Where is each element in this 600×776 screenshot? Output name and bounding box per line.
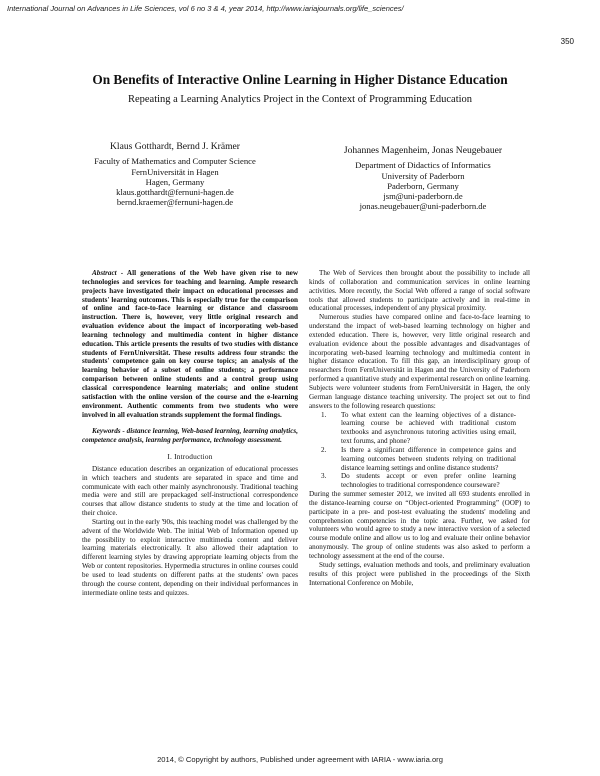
abstract xyxy=(82,269,298,419)
author-names: Klaus Gotthardt, Bernd J. Krämer xyxy=(109,141,241,152)
research-questions-list xyxy=(309,411,530,491)
affiliation-line: Department of Didactics of Informatics xyxy=(355,160,491,171)
left-column xyxy=(82,269,298,598)
list-item-text: Do students accept or even prefer online learning technologies to traditional correspondence courseware? xyxy=(341,472,516,490)
author-names: Johannes Magenheim, Jonas Neugebauer xyxy=(343,145,503,156)
keywords-label: Keywords xyxy=(92,427,121,436)
abstract-label: Abstract xyxy=(92,269,117,277)
body-paragraph: Starting out in the early '90s, this teaching model was challenged by the advent of the Worldwide Web. The initial Web of Information opened up the possibility to exploit interactive multimedia content and deliver learning materials electronically. It also allowed their adaptation to different learning styles by drawing appropriate learning objects from the Web or content repositories. Hypermedia structures in online courses could be used to lead students on different paths at the students' own paces through the course content, depending on their individual performances in intermediate online tests and quizzes. xyxy=(82,517,298,597)
copyright-footer: 2014, © Copyright by authors, Published under agreement with IARIA - www.iaria.org xyxy=(157,755,443,764)
affiliation-line: FernUniversität in Hagen xyxy=(131,166,219,177)
list-number: 3. xyxy=(321,472,327,481)
running-head: International Journal on Advances in Life Sciences, vol 6 no 3 & 4, year 2014, http://www.iariajournals.org/life_sciences/ xyxy=(7,4,404,13)
email-line: jonas.neugebauer@uni-paderborn.de xyxy=(359,201,487,212)
paper-title: On Benefits of Interactive Online Learning in Higher Distance Education xyxy=(92,72,508,87)
body-paragraph: Numerous studies have compared online and face-to-face learning to understand the impact of web-based learning technology on higher and extended education. There is, however, very little original research and evaluation evidence about the possible advantages and disadvantages of incorporating web-based learning technology and multimedia content in higher distance education. To fill this gap, an interdisciplinary group of researchers from FernUniversität in Hagen and the University of Paderborn performed a quantitative study and experimental research on online learning. Subjects were volunteer students from FernUniversität in Hagen, the only German language distance teaching university. The project set out to find answers to the following research questions: xyxy=(309,313,530,410)
email-line: jsm@uni-paderborn.de xyxy=(383,191,463,202)
section-heading: I. Introduction xyxy=(167,452,213,462)
paper-subtitle: Repeating a Learning Analytics Project in the Context of Programming Education xyxy=(127,94,473,105)
affiliation-line: Hagen, Germany xyxy=(145,176,205,187)
body-paragraph: Study settings, evaluation methods and tools, and preliminary evaluation results of this project were published in the proceedings of the Sixth International Conference on Mobile, xyxy=(309,560,530,587)
body-paragraph: During the summer semester 2012, we invited all 693 students enrolled in the distance-learning course on “Object-oriented Programming” (OOP) to participate in a pre- and post-test evaluating the students' modeling and comprehension competencies in the topic area. Further, we asked for volunteers who would agree to study a new interactive version of a selected course module online and allow us to log and evaluate their online behavior anonymously. The group of online students was also asked to perform a technology assessment at the end of the course. xyxy=(309,490,530,560)
list-number: 1. xyxy=(321,410,327,419)
affiliation-line: University of Paderborn xyxy=(381,170,465,181)
email-line: klaus.gotthardt@fernuni-hagen.de xyxy=(116,187,234,198)
list-item xyxy=(309,411,530,446)
list-item-text: To what extent can the learning objectives of a distance-learning course be achieved with traditional custom textbooks and asynchronous tutoring activities using email, text forums, and phone? xyxy=(341,410,516,446)
body-paragraph: The Web of Services then brought about the possibility to include all kinds of collaboration and communication services in online learning activities. More recently, the Social Web offered a range of social software tools that allowed students to participate actively and in real-time in educational processes, independent of any physical proximity. xyxy=(309,269,530,313)
list-item xyxy=(309,446,530,473)
keywords-text: - distance learning, Web-based learning, learning analytics, competence analysis, learning performance, technology assessment. xyxy=(82,427,298,445)
page-number: 350 xyxy=(560,37,574,46)
abstract-text: - All generations of the Web have given rise to new technologies and services for teaching and learning. Ample research projects have investigated their impact on educational processes and students' learning outcomes. This is especially true for the comparison of online and face-to-face learning or distance and classroom instruction. There is, however, very little original research and evaluation evidence about the impact of incorporating web-based learning technology and multimedia content in higher distance education. This article presents the results of two studies with distance students of FernUniversität. These results address four strands: the students' competence gain on key course topics; an analysis of the learning behavior of a subset of online students; a performance comparison between online students and a control group using classical correspondence learning materials; and online student satisfaction with the online version of the course and the e-learning environment. Authentic comments from two students who were involved in all evaluation strands supplement the formal findings. xyxy=(82,269,298,419)
body-paragraph: Distance education describes an organization of educational processes in which teachers and students are separated in space and time and communicate with each other mainly asynchronously. Traditional teaching media were and still are prepackaged self-instructional correspondence courses that allow distance students to study at the time and location of their choice. xyxy=(82,464,298,518)
list-item xyxy=(309,472,530,490)
keywords xyxy=(82,427,298,445)
right-column xyxy=(309,269,530,587)
affiliation-line: Paderborn, Germany xyxy=(387,180,459,191)
author-block-1 xyxy=(70,142,280,208)
email-line: bernd.kraemer@fernuni-hagen.de xyxy=(116,197,234,208)
affiliation-line: Faculty of Mathematics and Computer Science xyxy=(94,156,256,167)
list-number: 2. xyxy=(321,445,327,454)
list-item-text: Is there a significant difference in competence gains and learning outcomes between students relying on traditional distance learning settings and online distance students? xyxy=(341,445,516,472)
author-block-2 xyxy=(318,146,528,212)
